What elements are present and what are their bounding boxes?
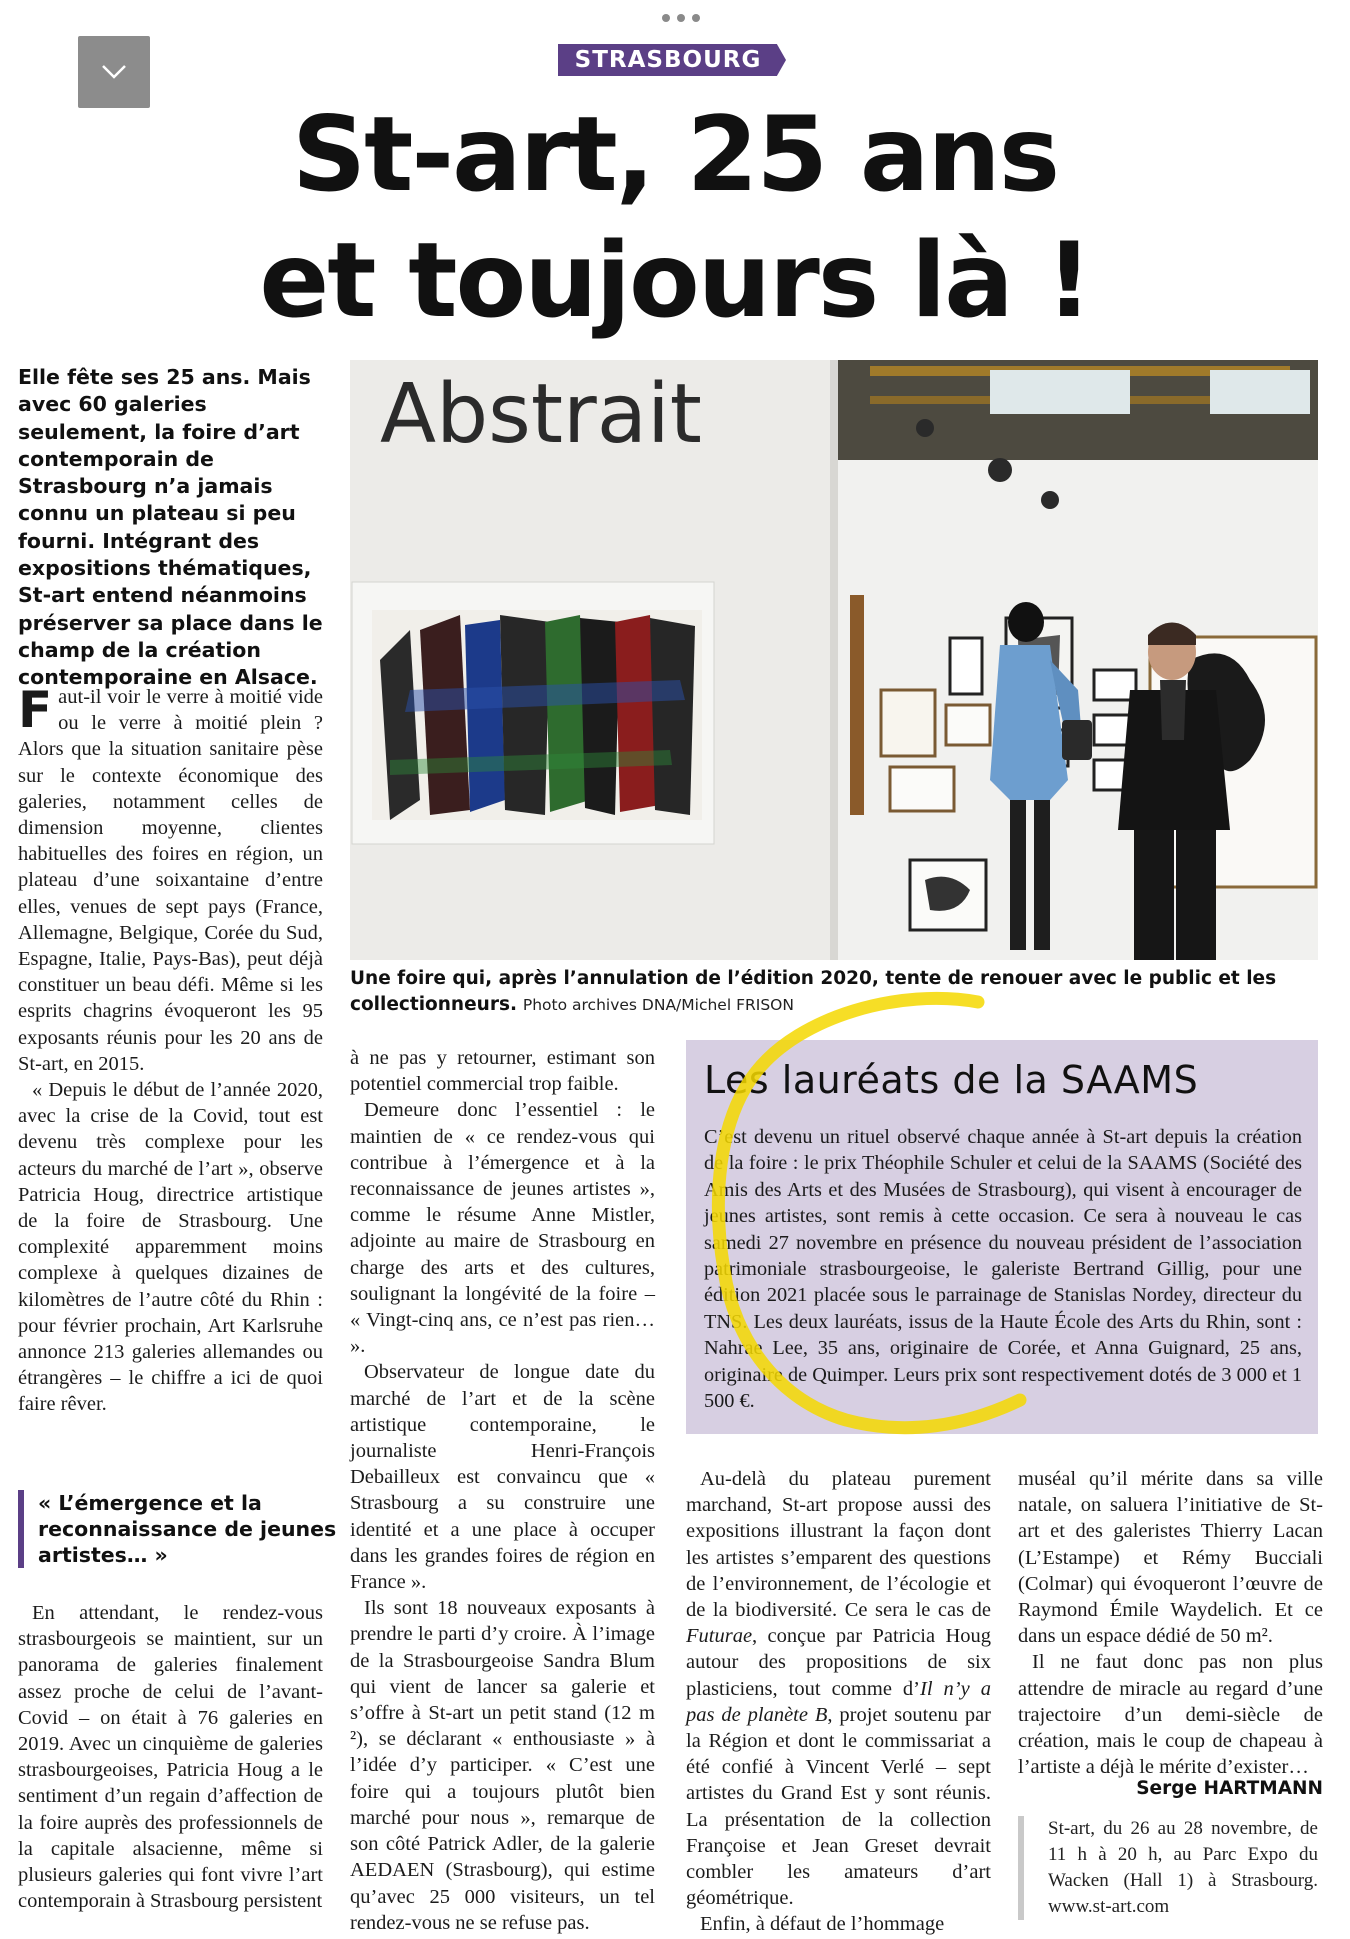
abstract-painting [372,610,702,820]
event-info-box: St-art, du 26 au 28 novembre, de 11 h à 20 h, au Parc Expo du Wacken (Hall 1) à Strasbourg. www.st-art.com [1018,1816,1318,1920]
paragraph: à ne pas y retourner, estimant son potentiel commercial trop faible. [350,1047,655,1096]
paragraph: Ils sont 18 nouveaux exposants à prendre le parti d’y croire. À l’image de la Strasbourgeoise Sandra Blum qui vient de lancer sa galerie et s’offre à St-art un petit stand (12 m ²), se déclarant « enthousiaste » à l’idée d’y participer. « C’est une foire qui a toujours plutôt bien marché pour nous », remarque de son côté Patrick Adler, de la galerie AEDAEN (Strasbourg), qui estime qu’avec 25 000 visiteurs, un tel rendez-vous ne se refuse pas. [350,1597,655,1934]
paragraph: « Depuis le début de l’année 2020, avec la crise de la Covid, tout est devenu très complexe pour les acteurs du marché de l’art », observe Patricia Houg, directrice artistique de la foire de Strasbourg. Une complexité apparemment moins complexe à quelques dizaines de kilomètres de l’autre côté du Rhin : pour février prochain, Art Karlsruhe annonce 213 galeries allemandes ou étrangères – le chiffre a ici de quoi faire rêver. [18,1079,323,1416]
paragraph: Demeure donc l’essentiel : le maintien de « ce rendez-vous qui contribue à l’émergence et à la reconnaissance de jeunes artistes », comme le résume Anne Mistler, adjointe au maire de Strasbourg en charge des arts et des cultures, soulignant la longévité de la foire – « Vingt-cinq ans, ce n’est pas rien… ». [350,1099,655,1358]
caption-text: Une foire qui, après l’annulation de l’édition 2020, tente de renouer avec le public et les collectionneurs. [350,968,1277,1015]
paragraph: Faut-il voir le verre à moitié vide ou le verre à moitié plein ? Alors que la situation sanitaire pèse sur le contexte économique des galeries, notamment celles de dimension moyenne, clientes habituelles des foires en région, un plateau d’une soixantaine d’entre elles, venues de sept pays (France, Allemagne, Belgique, Corée du Sud, Espagne, Italie, Pays-Bas), peut déjà constituer un beau défi. Même si les esprits chagrins évoqueront les 95 exposants réunis pour les 20 ans de St-art, en 2015. [18,681,323,1075]
headline-line-2: et toujours là ! [259,221,1091,341]
paragraph: Observateur de longue date du marché de l’art et de la scène artistique contemporaine, le journaliste Henri-François Debailleux est convaincu que « Strasbourg a su construire une identité et a une place à occuper dans les grandes foires de région en France ». [350,1361,655,1594]
drop-cap: F [18,681,53,739]
box-text: C’est devenu un rituel observé chaque année à St-art depuis la création de la foire : le prix Théophile Schuler et celui de la SAAMS (Société des Amis des Arts et des Musées de Strasbourg), qui visent à encourager de jeunes artistes, sont remis à cette occasion. Ce sera à nouveau le cas samedi 27 novembre en présence du nouveau président de l’association patrimoniale strasbourgeoise, le galeriste Bertrand Gillig, pour une édition 2021 placée sous le parrainage de Stanislas Nordey, directeur du TNS. Les deux lauréats, issus de la Haute École des Arts du Rhin, sont : Nahrae Lee, 35 ans, originaire de Corée, et Anna Guignard, 25 ans, originaire de Quimper. Leurs prix sont respectivement dotés de 3 000 et 1 500 €. [704,1126,1302,1413]
section-kicker [558,44,786,76]
paragraph: En attendant, le rendez-vous strasbourgeois se maintient, sur un panorama de galeries finalement assez proche de celui de l’avant-Covid – on était à 76 galeries en 2019. Avec un cinquième de galeries strasbourgeoises, Patricia Houg a le sentiment d’un regain d’affection de la foire auprès des professionnels de la capitale alsacienne, même si plusieurs galeries qui font vivre l’art contemporain à Strasbourg persistent [18,1602,323,1913]
article-column-4 [1018,1466,1323,1780]
article-column-1 [18,681,323,1418]
article-headline [120,92,1230,344]
article-photo [350,360,1318,960]
kicker-label: STRASBOURG [574,47,762,73]
photo-caption [350,966,1318,1018]
headline-line-1: St-art, 25 ans [291,95,1059,215]
chevron-down-icon [101,64,127,80]
article-column-2 [350,1045,655,1936]
abstrait-sign: Abstrait [380,367,702,462]
box-title: Les lauréats de la SAAMS [704,1058,1199,1102]
paragraph: Il ne faut donc pas non plus attendre de miracle au regard d’une trajectoire d’un demi-siècle de création, mais le coup de chapeau à l’artiste a déjà le mérite d’exister… [1018,1651,1323,1779]
paragraph: muséal qu’il mérite dans sa ville natale, on saluera l’initiative de St-art et des galeristes Thierry Lacan (L’Estampe) et Rémy Bucciali (Colmar) qui évoqueront l’œuvre de Raymond Émile Waydelich. Et ce dans un espace dédié de 50 m². [1018,1468,1323,1648]
gallery-photo-illustration [350,360,1318,960]
paragraph: Enfin, à défaut de l’hommage [700,1913,945,1936]
article-column-3 [686,1466,991,1938]
photo-credit: Photo archives DNA/Michel FRISON [522,996,794,1014]
paragraph: Au-delà du plateau purement marchand, St-art propose aussi des expositions illustrant la façon dont les artistes s’emparent des questions de l’environnement, de l’écologie et de la biodiversité. Ce sera le cas de Futurae, conçue par Patricia Houg autour des propositions de six plasticiens, tout comme d’Il n’y a pas de planète B, projet soutenu par la Région et dont le commissariat a été confié à Vincent Verlé – sept artistes du Grand Est y sont réunis. La présentation de la collection Françoise et Jean Greset devrait combler les amateurs d’art géométrique. [686,1468,991,1910]
author-byline: Serge HARTMANN [1136,1778,1323,1799]
pull-quote: « L’émergence et la reconnaissance de jeunes artistes… » [18,1490,338,1568]
article-lead: Elle fête ses 25 ans. Mais avec 60 galeries seulement, la foire d’art contemporain de Strasbourg n’a jamais connu un plateau si peu fourni. Intégrant des expositions thématiques, St-art entend néanmoins préserver sa place dans le champ de la création contemporaine en Alsace. [18,365,323,690]
more-options-icon[interactable] [662,14,700,22]
article-column-1-continued [18,1600,323,1914]
